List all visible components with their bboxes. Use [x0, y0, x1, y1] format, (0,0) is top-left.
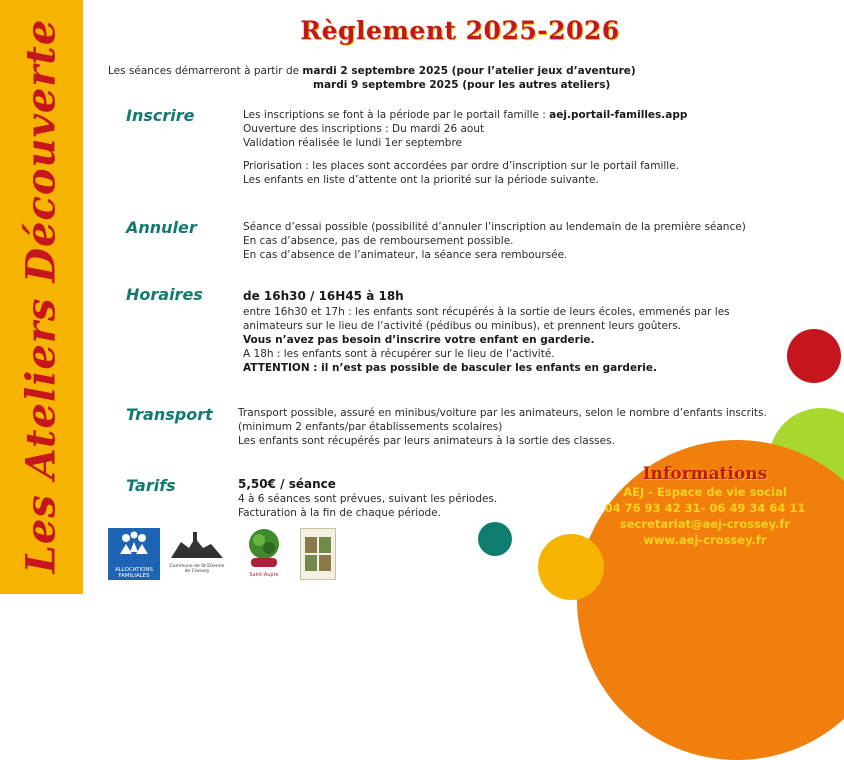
saint-aupre-logo [247, 528, 281, 578]
caf-logo-label: ALLOCATIONS FAMILIALES [114, 567, 154, 579]
horaires-line-5: ATTENTION : il n’est pas possible de basculer les enfants en garderie. [243, 362, 657, 374]
annuler-line-2: En cas d’absence, pas de remboursement possible. [243, 235, 514, 247]
horaires-line-1: entre 16h30 et 17h : les enfants sont récupérés à la sortie de leurs écoles, emmenés par les [243, 306, 730, 318]
sidebar-title: Les Ateliers Découverte [17, 18, 65, 574]
page-title: Règlement 2025-2026 [300, 16, 620, 45]
commune-logo [167, 530, 227, 578]
section-label-transport: Transport [126, 405, 213, 424]
partner-emblem-icon [301, 529, 335, 579]
info-block [580, 466, 830, 548]
horaires-line-3: Vous n’avez pas besoin d’inscrire votre enfant en garderie. [243, 334, 595, 346]
inscrire-line-1: Les inscriptions se font à la période par le portail famille : [243, 109, 550, 121]
section-body-transport [238, 406, 767, 448]
portal-link[interactable]: aej.portail-familles.app [549, 109, 688, 121]
inscrire-line-5: Les enfants en liste d’attente ont la priorité sur la période suivante. [243, 174, 599, 186]
section-body-annuler [243, 220, 746, 262]
intro-date-2: mardi 9 septembre 2025 (pour les autres ateliers) [313, 79, 611, 91]
section-body-inscrire [243, 108, 687, 187]
horaires-line-4: A 18h : les enfants sont à récupérer sur le lieu de l’activité. [243, 348, 555, 360]
caf-logo [108, 528, 160, 580]
church-icon [167, 530, 227, 560]
section-body-horaires [243, 288, 730, 375]
horaires-headline: de 16h30 / 16H45 à 18h [243, 289, 404, 303]
inscrire-line-2: Ouverture des inscriptions : Du mardi 26 aout [243, 123, 485, 135]
commune-logo-label: Commune de St Etienne de Crossey [169, 564, 225, 574]
caf-people-icon [108, 528, 160, 562]
tarifs-price: 5,50€ / séance [238, 477, 336, 491]
annuler-line-3: En cas d’absence de l’animateur, la séance sera remboursée. [243, 249, 568, 261]
info-title: Informations [642, 464, 768, 484]
transport-line-3: Les enfants sont récupérés par leurs animateurs à la sortie des classes. [238, 435, 615, 447]
intro-date-1: mardi 2 septembre 2025 (pour l’atelier jeux d’aventure) [302, 65, 636, 77]
section-label-tarifs: Tarifs [126, 476, 176, 495]
transport-line-2: (minimum 2 enfants/par établissements scolaires) [238, 421, 503, 433]
tree-icon [247, 528, 281, 568]
annuler-line-1: Séance d’essai possible (possibilité d’annuler l’inscription au lendemain de la première séance) [243, 221, 746, 233]
intro-text [108, 64, 636, 92]
section-body-tarifs [238, 476, 497, 520]
section-label-horaires: Horaires [126, 285, 203, 304]
inscrire-line-3: Validation réalisée le lundi 1er septembre [243, 137, 462, 149]
teal-circle [478, 522, 512, 556]
tarifs-line-2: Facturation à la fin de chaque période. [238, 507, 442, 519]
info-phones: 04 76 93 42 31- 06 49 34 64 11 [604, 501, 806, 515]
info-website[interactable]: www.aej-crossey.fr [643, 533, 767, 547]
info-org: AEJ - Espace de vie social [623, 485, 787, 499]
partner-logo [300, 528, 336, 580]
intro-prefix: Les séances démarreront à partir de [108, 65, 303, 77]
transport-line-1: Transport possible, assuré en minibus/voiture par les animateurs, selon le nombre d’enfants inscrits. [238, 407, 767, 419]
horaires-line-2: animateurs sur le lieu de l’activité (pédibus ou minibus), et prennent leurs goûters. [243, 320, 682, 332]
tarifs-line-1: 4 à 6 séances sont prévues, suivant les périodes. [238, 493, 498, 505]
red-circle [787, 329, 841, 383]
section-label-annuler: Annuler [126, 218, 197, 237]
sidebar-band [0, 0, 83, 594]
inscrire-line-4: Priorisation : les places sont accordées par ordre d’inscription sur le portail famille. [243, 160, 680, 172]
saint-aupre-logo-label: Saint-Aupre [249, 572, 279, 578]
section-label-inscrire: Inscrire [126, 106, 195, 125]
info-email[interactable]: secretariat@aej-crossey.fr [619, 517, 791, 531]
